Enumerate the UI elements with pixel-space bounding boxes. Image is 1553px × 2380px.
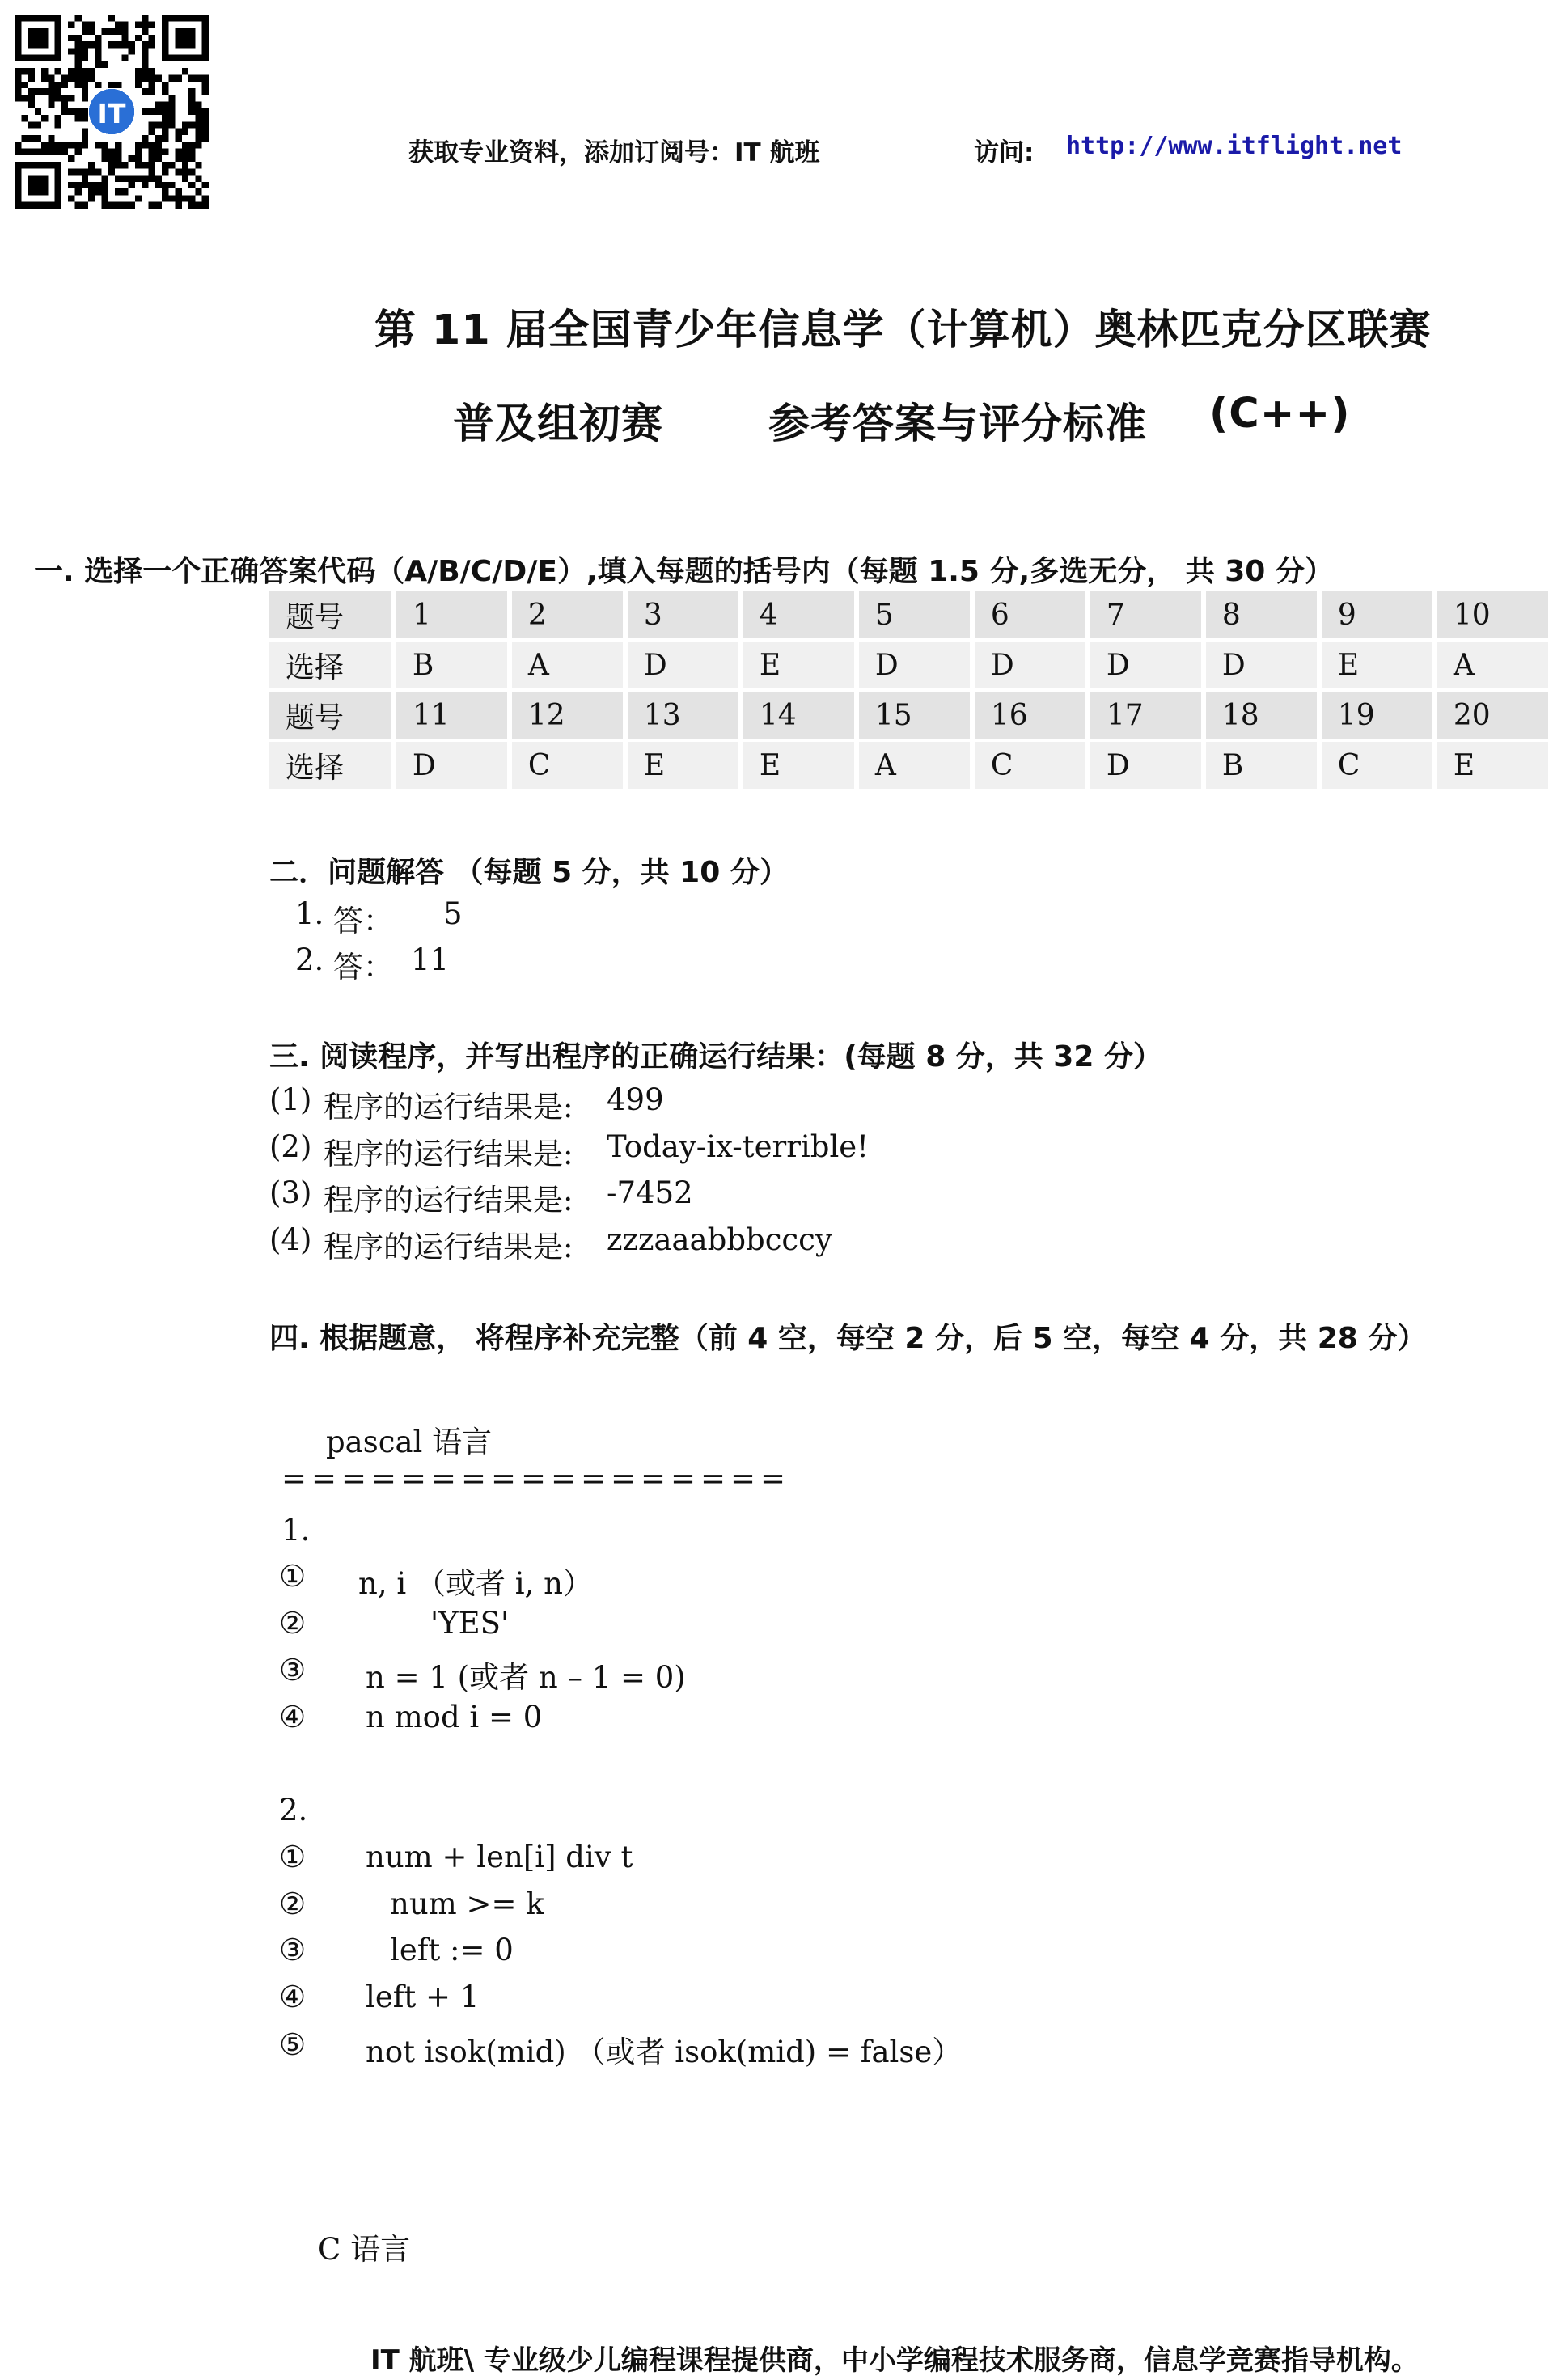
table-cell: B — [396, 642, 507, 688]
table-cell: A — [512, 642, 623, 688]
result-label: 程序的运行结果是: — [324, 1137, 573, 1171]
table-cell: C — [512, 742, 623, 789]
c-language-label: C 语言 — [318, 2232, 411, 2267]
table-row — [269, 742, 1548, 789]
blank-answer: num + len[i] div t — [366, 1840, 633, 1874]
table-cell: 4 — [743, 591, 854, 638]
blank-marker: ② — [279, 1606, 307, 1641]
table-cell: C — [975, 742, 1085, 789]
blank-marker: ④ — [279, 1700, 307, 1734]
subscribe-text: 获取专业资料，添加订阅号：IT 航班 — [408, 138, 820, 167]
section3-heading: 三. 阅读程序，并写出程序的正确运行结果：(每题 8 分，共 32 分） — [269, 1040, 1162, 1074]
table-cell: D — [975, 642, 1085, 688]
table-cell: A — [1437, 642, 1548, 688]
pascal-language-label: pascal 语言 — [326, 1425, 493, 1459]
table-row — [269, 642, 1548, 688]
row-label: 选择 — [269, 642, 391, 688]
table-cell: 6 — [975, 591, 1085, 638]
table-cell: 12 — [512, 692, 623, 739]
table-cell: 9 — [1322, 591, 1432, 638]
answer-table — [264, 588, 1553, 792]
blank-marker: ① — [279, 1559, 307, 1594]
result-number: (3) — [269, 1175, 312, 1210]
table-cell: 13 — [628, 692, 738, 739]
subtitle-answers: 参考答案与评分标准 — [768, 400, 1148, 448]
blank-answer: 'YES' — [430, 1606, 510, 1641]
table-cell: 7 — [1090, 591, 1201, 638]
table-cell: D — [628, 642, 738, 688]
page-title: 第 11 届全国青少年信息学（计算机）奥林匹克分区联赛 — [374, 307, 1432, 354]
table-cell: E — [743, 642, 854, 688]
table-cell: 2 — [512, 591, 623, 638]
row-label: 题号 — [269, 692, 391, 739]
table-cell: D — [1206, 642, 1317, 688]
table-cell: 16 — [975, 692, 1085, 739]
row-label: 题号 — [269, 591, 391, 638]
answer-number: 1. — [295, 896, 324, 931]
result-number: (4) — [269, 1222, 312, 1257]
section1-heading: 一. 选择一个正确答案代码（A/B/C/D/E）,填入每题的括号内（每题 1.5 分,多选无分， 共 30 分） — [34, 555, 1334, 588]
visit-label: 访问: — [974, 138, 1035, 167]
table-cell: 8 — [1206, 591, 1317, 638]
blank-answer: n mod i = 0 — [366, 1700, 543, 1734]
result-number: (2) — [269, 1129, 312, 1164]
blank-answer: num >= k — [390, 1887, 544, 1921]
blank-marker: ① — [279, 1840, 307, 1874]
table-cell: E — [743, 742, 854, 789]
blank-answer: n = 1 (或者 n – 1 = 0) — [366, 1660, 686, 1695]
table-cell: 1 — [396, 591, 507, 638]
question1-label: 1. — [281, 1513, 311, 1548]
result-value: zzzaaabbbcccy — [607, 1222, 832, 1257]
table-cell: 14 — [743, 692, 854, 739]
blank-answer: not isok(mid) （或者 isok(mid) = false） — [366, 2035, 963, 2069]
section2-heading: 二．问题解答 （每题 5 分，共 10 分） — [269, 856, 789, 889]
table-cell: 3 — [628, 591, 738, 638]
blank-answer: left + 1 — [366, 1980, 480, 2014]
table-cell: 10 — [1437, 591, 1548, 638]
table-cell: D — [1090, 642, 1201, 688]
table-cell: D — [1090, 742, 1201, 789]
result-value: 499 — [607, 1082, 664, 1117]
result-label: 程序的运行结果是: — [324, 1090, 573, 1124]
site-url-link[interactable]: http://www.itflight.net — [1066, 132, 1403, 160]
result-label: 程序的运行结果是: — [324, 1183, 573, 1218]
table-cell: E — [628, 742, 738, 789]
qr-code-image — [15, 15, 209, 209]
answer-label: 答： — [333, 950, 393, 985]
qr-logo-text: IT — [97, 98, 126, 130]
blank-answer: n, i （或者 i, n） — [358, 1566, 593, 1601]
answer-label: 答： — [333, 904, 393, 938]
table-cell: E — [1322, 642, 1432, 688]
blank-answer: left := 0 — [390, 1933, 514, 1967]
table-cell: 18 — [1206, 692, 1317, 739]
blank-marker: ③ — [279, 1933, 307, 1967]
table-cell: B — [1206, 742, 1317, 789]
subtitle-language: (C++) — [1209, 390, 1351, 438]
blank-marker: ⑤ — [279, 2027, 307, 2062]
section4-heading: 四. 根据题意， 将程序补充完整（前 4 空，每空 2 分，后 5 空，每空 4 分，共 28 分） — [269, 1322, 1427, 1355]
table-cell: D — [396, 742, 507, 789]
table-cell: 20 — [1437, 692, 1548, 739]
table-cell: C — [1322, 742, 1432, 789]
answer-value: 11 — [411, 942, 450, 977]
table-cell: 17 — [1090, 692, 1201, 739]
row-label: 选择 — [269, 742, 391, 789]
blank-marker: ④ — [279, 1980, 307, 2014]
table-cell: E — [1437, 742, 1548, 789]
table-row — [269, 591, 1548, 638]
table-cell: 19 — [1322, 692, 1432, 739]
table-cell: 5 — [859, 591, 970, 638]
answer-number: 2. — [295, 942, 324, 977]
blank-marker: ② — [279, 1887, 307, 1921]
footer-text: IT 航班\ 专业级少儿编程课程提供商，中小学编程技术服务商，信息学竞赛指导机构。 — [370, 2344, 1419, 2377]
separator-line: ================= — [281, 1461, 791, 1496]
result-number: (1) — [269, 1082, 312, 1117]
table-cell: A — [859, 742, 970, 789]
answer-value: 5 — [443, 896, 463, 931]
table-row — [269, 692, 1548, 739]
table-cell: 11 — [396, 692, 507, 739]
subtitle-group: 普及组初赛 — [453, 400, 664, 448]
result-value: -7452 — [607, 1175, 693, 1210]
blank-marker: ③ — [279, 1653, 307, 1688]
result-value: Today-ix-terrible! — [607, 1129, 870, 1164]
question2-label: 2. — [279, 1793, 308, 1827]
result-label: 程序的运行结果是: — [324, 1230, 573, 1264]
table-cell: 15 — [859, 692, 970, 739]
table-cell: D — [859, 642, 970, 688]
